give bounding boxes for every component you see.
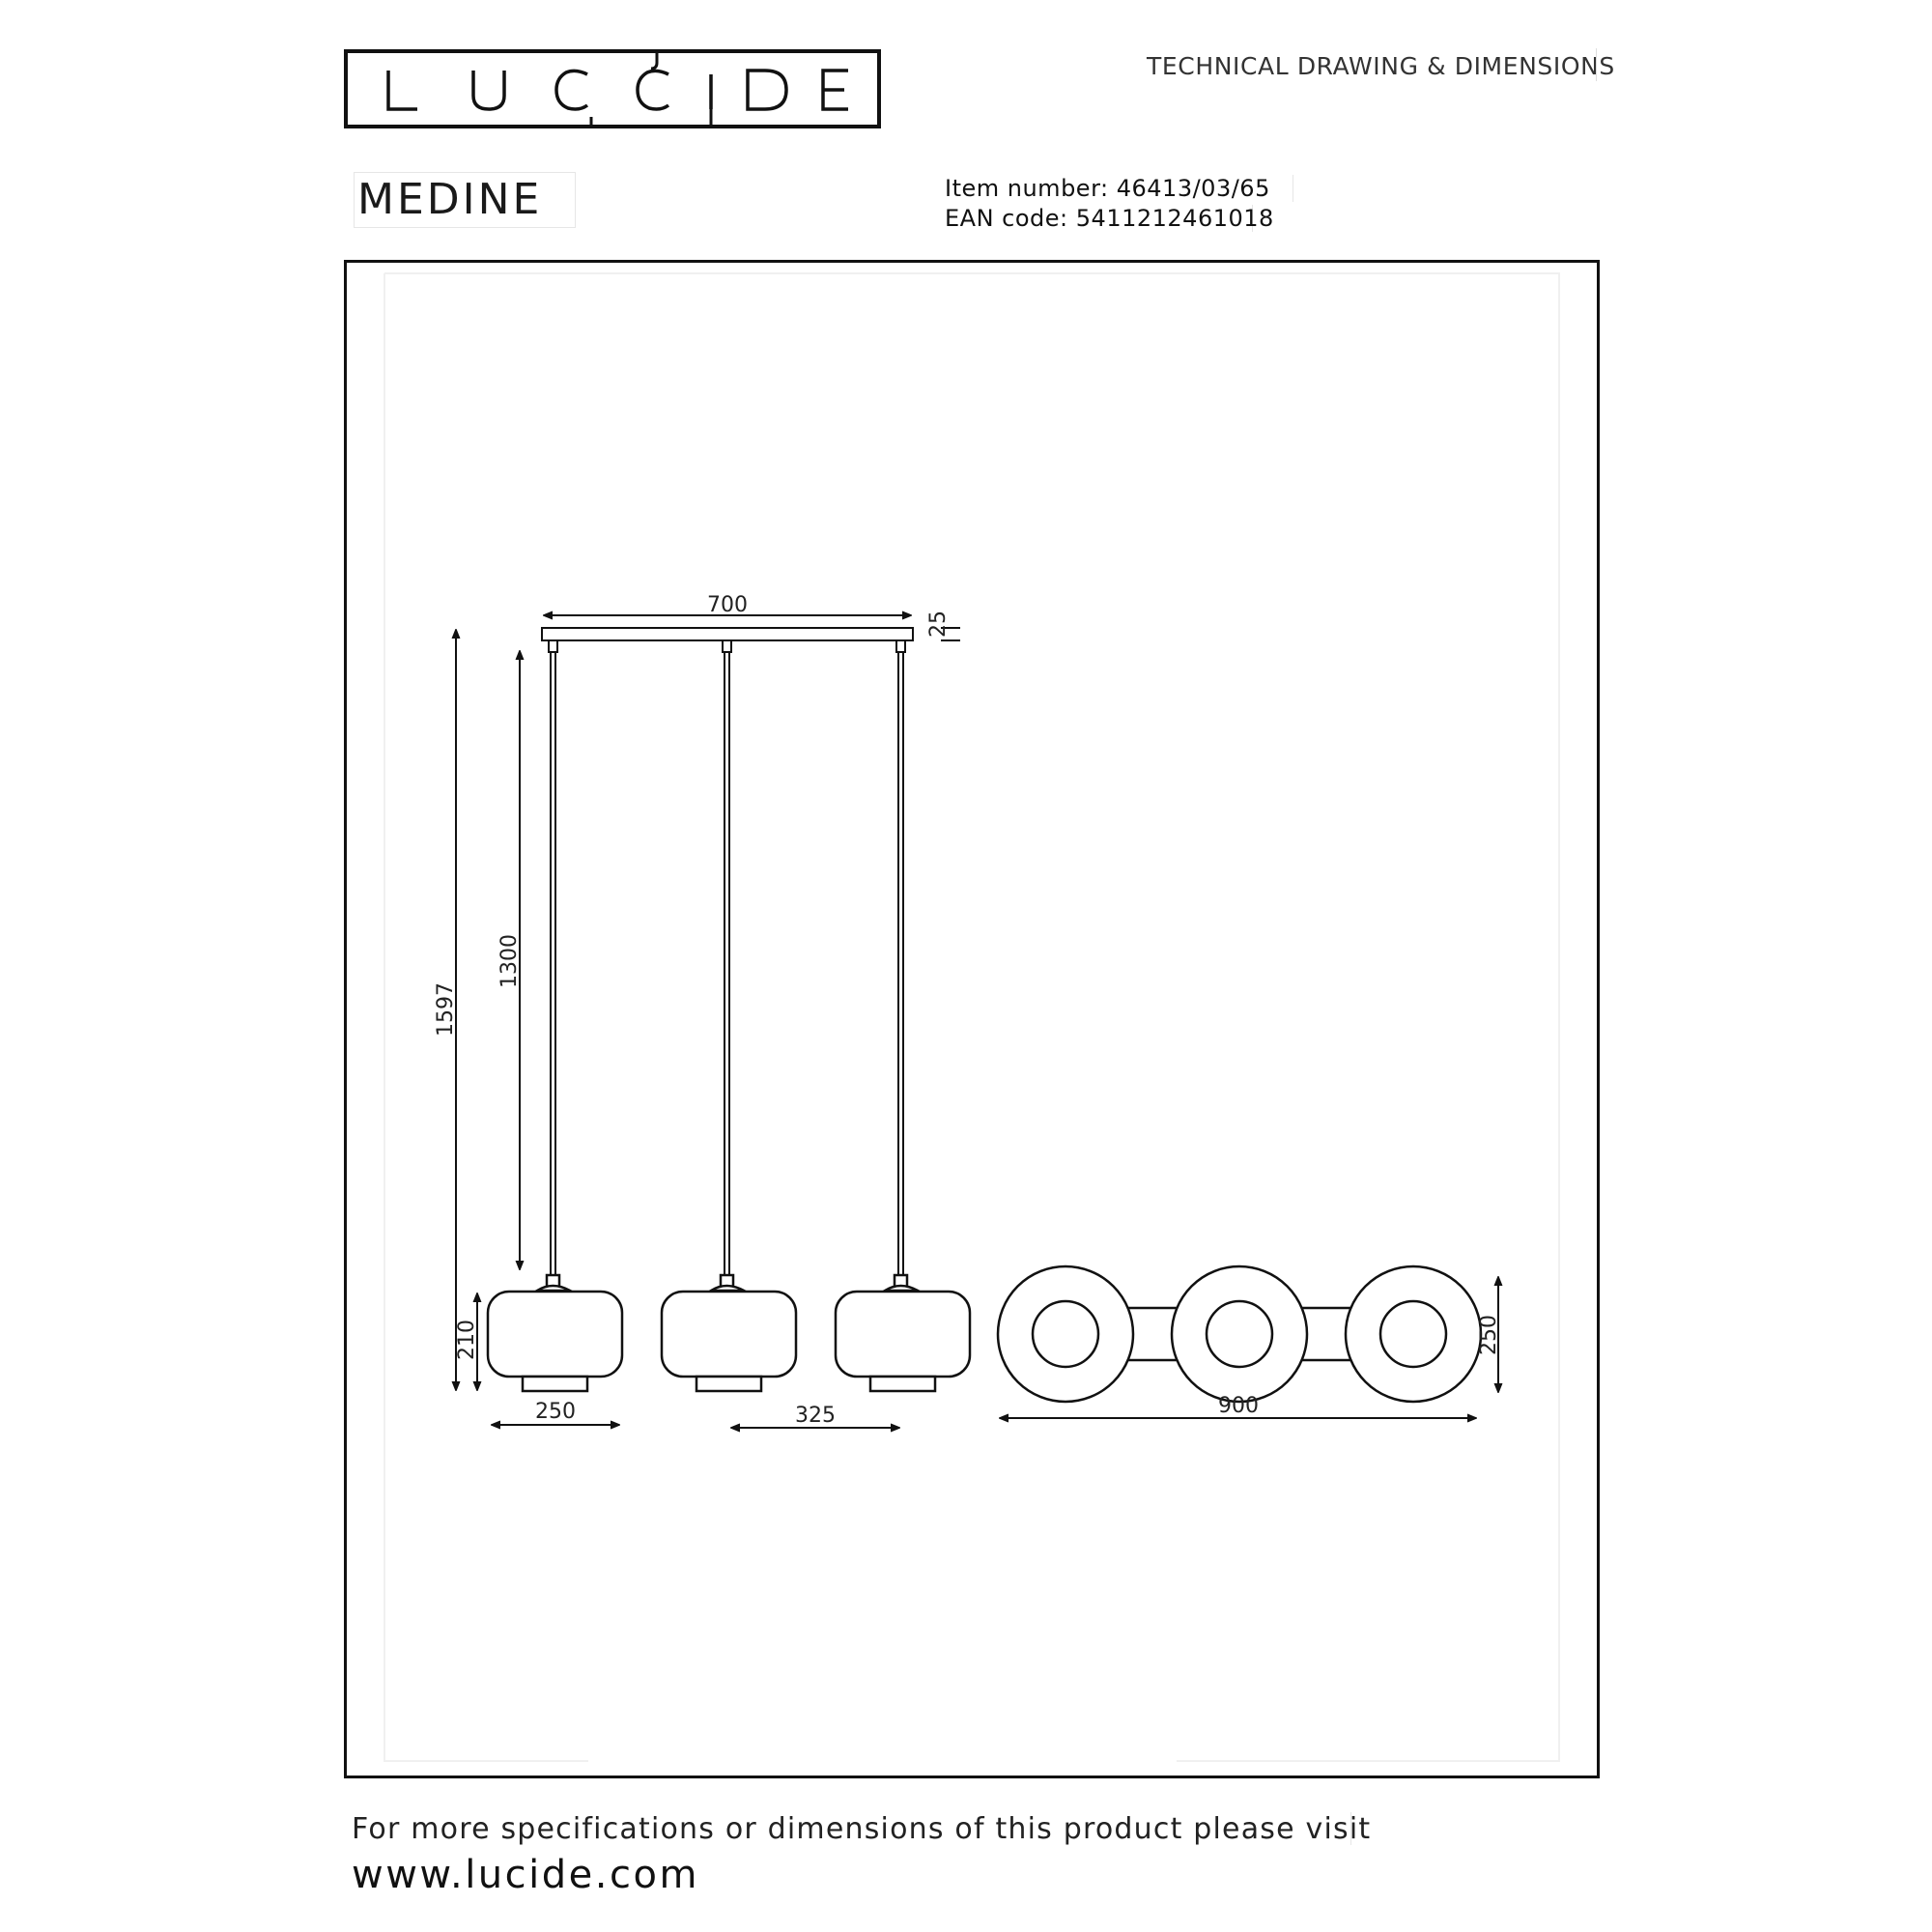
dim-bar-height: 25	[926, 611, 951, 638]
item-number-value: 46413/03/65	[1116, 175, 1270, 202]
dim-top-length: 900	[1218, 1394, 1259, 1418]
ean-code-label: EAN code:	[945, 205, 1068, 232]
dim-bar-width: 700	[707, 593, 748, 617]
dim-shade-spacing: 325	[795, 1404, 836, 1428]
dim-top-width: 250	[1477, 1315, 1501, 1355]
item-number-label: Item number:	[945, 175, 1109, 202]
dim-shade-diameter: 250	[535, 1400, 576, 1424]
website-link[interactable]: www.lucide.com	[352, 1853, 699, 1897]
inner-guides	[384, 273, 1559, 1761]
pendant-shade-2	[662, 1275, 796, 1391]
dim-total-height: 1597	[434, 982, 458, 1037]
top-view	[998, 1266, 1481, 1402]
cables	[549, 640, 905, 1275]
pendant-shade-1	[488, 1275, 622, 1391]
ceiling-bar	[542, 628, 913, 640]
footer-note: For more specifications or dimensions of this product please visit	[352, 1812, 1372, 1846]
product-name: MEDINE	[357, 175, 543, 224]
ean-code-value: 5411212461018	[1075, 205, 1274, 232]
pendant-shade-3	[836, 1275, 970, 1391]
document-type-label: TECHNICAL DRAWING & DIMENSIONS	[1147, 52, 1615, 80]
dim-shade-height: 210	[455, 1320, 479, 1360]
dim-cable-length: 1300	[497, 934, 522, 988]
